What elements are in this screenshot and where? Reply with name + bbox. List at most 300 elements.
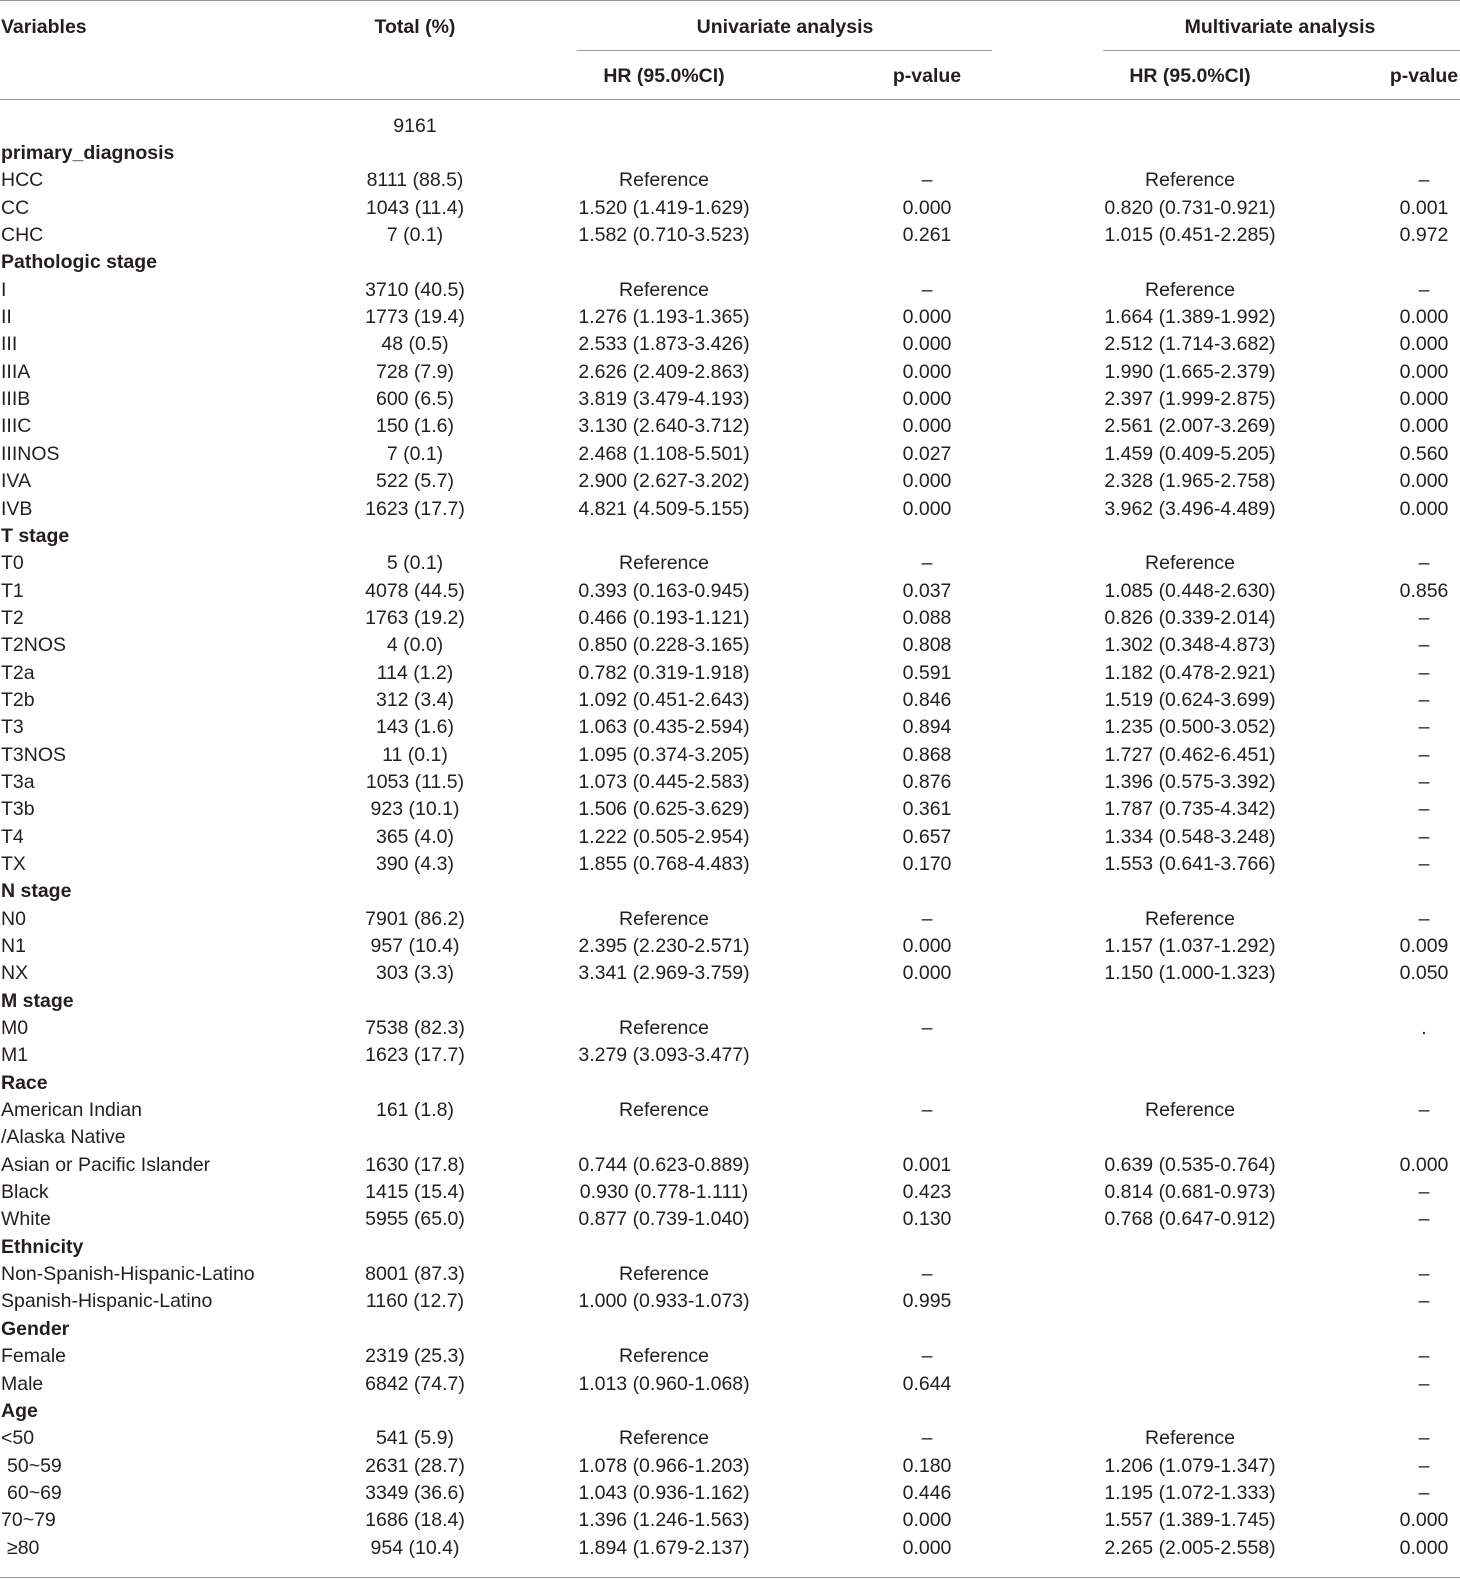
multivariate-p-cell: – <box>1418 1263 1430 1286</box>
total-cell: 1630 (17.8) <box>365 1153 465 1176</box>
univariate-hr-cell: 1.013 (0.960-1.068) <box>578 1372 750 1395</box>
table-row <box>0 167 1460 194</box>
total-cell: 5955 (65.0) <box>365 1208 465 1231</box>
variable-cell: Male <box>1 1372 44 1395</box>
multivariate-p-cell: – <box>1418 661 1430 684</box>
table-row <box>0 960 1460 987</box>
univariate-p-cell: 0.037 <box>902 579 952 602</box>
variable-cell: T1 <box>1 579 24 602</box>
header-uni-p: p-value <box>892 65 962 87</box>
univariate-hr-cell: Reference <box>619 1263 709 1286</box>
univariate-hr-cell: 2.395 (2.230-2.571) <box>578 935 750 957</box>
total-cell: 1623 (17.7) <box>365 1044 465 1067</box>
univariate-hr-cell: Reference <box>619 1017 709 1040</box>
table-row <box>0 113 1460 140</box>
univariate-hr-cell: 3.819 (3.479-4.193) <box>578 388 750 411</box>
multivariate-hr-cell: Reference <box>1145 1099 1235 1122</box>
univariate-hr-cell: 3.130 (2.640-3.712) <box>578 415 750 438</box>
variable-cell: White <box>1 1208 51 1231</box>
multivariate-p-cell: – <box>1418 1427 1430 1450</box>
univariate-p-cell: – <box>921 1263 933 1286</box>
univariate-p-cell: – <box>921 1017 933 1040</box>
variable-cell: CC <box>1 196 30 219</box>
variable-cell: <50 <box>1 1427 35 1450</box>
top-rule <box>0 0 1460 1</box>
section-label: N stage <box>1 880 72 903</box>
univariate-p-cell: 0.995 <box>902 1290 952 1313</box>
univariate-p-cell: – <box>921 169 933 192</box>
univariate-hr-cell: 1.043 (0.936-1.162) <box>578 1481 750 1504</box>
univariate-hr-cell: 0.850 (0.228-3.165) <box>578 634 750 657</box>
univariate-p-cell: 0.027 <box>902 442 952 465</box>
section-label: Age <box>1 1399 38 1422</box>
multivariate-hr-cell: 1.195 (1.072-1.333) <box>1104 1481 1276 1504</box>
table-row <box>0 1371 1460 1398</box>
total-cell: 48 (0.5) <box>381 333 449 356</box>
section-header-row <box>0 1316 1460 1343</box>
variable-cell: T2NOS <box>1 634 67 657</box>
table-row <box>0 632 1460 659</box>
multivariate-p-cell: – <box>1418 278 1430 301</box>
table-row <box>0 1261 1460 1288</box>
table-row <box>0 386 1460 413</box>
multivariate-hr-cell: 1.787 (0.735-4.342) <box>1104 798 1276 821</box>
table-row <box>0 550 1460 577</box>
table-row <box>0 304 1460 331</box>
univariate-p-cell: 0.894 <box>902 716 952 739</box>
univariate-p-cell: 0.876 <box>902 770 952 793</box>
variable-cell: IIINOS <box>1 442 60 465</box>
multivariate-hr-cell: 1.334 (0.548-3.248) <box>1104 825 1276 848</box>
table-row <box>0 687 1460 714</box>
section-header-row <box>0 988 1460 1015</box>
variable-cell: T2a <box>1 661 35 684</box>
multivariate-p-cell: – <box>1418 1099 1430 1122</box>
total-cell: 7538 (82.3) <box>365 1017 465 1040</box>
univariate-p-cell: – <box>921 907 933 930</box>
multivariate-hr-cell: 1.235 (0.500-3.052) <box>1104 716 1276 739</box>
multivariate-hr-cell: Reference <box>1145 907 1235 930</box>
multivariate-p-cell: 0.000 <box>1399 1153 1449 1176</box>
section-label: Ethnicity <box>1 1235 84 1258</box>
total-cell: 7901 (86.2) <box>365 907 465 930</box>
table-row <box>0 1480 1460 1507</box>
multivariate-hr-cell: 0.826 (0.339-2.014) <box>1104 606 1276 629</box>
univariate-hr-cell: 2.900 (2.627-3.202) <box>578 470 750 493</box>
multivariate-hr-cell: 1.157 (1.037-1.292) <box>1104 935 1276 957</box>
univariate-hr-cell: 1.095 (0.374-3.205) <box>578 743 750 766</box>
univariate-hr-cell: 1.222 (0.505-2.954) <box>578 825 750 848</box>
univariate-p-cell: – <box>921 552 933 575</box>
univariate-p-cell: 0.000 <box>902 470 952 493</box>
univariate-hr-cell: 4.821 (4.509-5.155) <box>578 497 750 520</box>
section-label: Race <box>1 1071 48 1094</box>
univariate-hr-cell: 0.930 (0.778-1.111) <box>579 1181 749 1204</box>
univariate-hr-cell: 2.468 (1.108-5.501) <box>578 442 750 465</box>
multivariate-hr-cell: 1.396 (0.575-3.392) <box>1104 770 1276 793</box>
total-cell: 390 (4.3) <box>375 852 455 875</box>
table-row <box>0 468 1460 495</box>
multivariate-hr-cell: Reference <box>1145 169 1235 192</box>
multivariate-rule <box>1103 50 1460 51</box>
univariate-hr-cell: Reference <box>619 169 709 192</box>
total-cell: 4 (0.0) <box>386 634 444 657</box>
multivariate-hr-cell: Reference <box>1145 278 1235 301</box>
variable-cell: T0 <box>1 552 24 575</box>
univariate-p-cell: 0.000 <box>902 962 952 985</box>
total-cell: 1773 (19.4) <box>365 306 465 329</box>
multivariate-hr-cell: 2.328 (1.965-2.758) <box>1104 470 1276 493</box>
univariate-p-cell: 0.000 <box>902 935 952 957</box>
multivariate-p-cell: – <box>1418 716 1430 739</box>
variable-cell: IVB <box>1 497 33 520</box>
univariate-hr-cell: Reference <box>619 1427 709 1450</box>
table-body <box>0 113 1460 1562</box>
univariate-p-cell: 0.657 <box>902 825 952 848</box>
table-row <box>0 578 1460 605</box>
multivariate-hr-cell: 1.557 (1.389-1.745) <box>1104 1509 1276 1532</box>
univariate-hr-cell: 2.533 (1.873-3.426) <box>578 333 750 356</box>
variable-cell: 50~59 <box>7 1454 62 1477</box>
multivariate-p-cell: 0.972 <box>1399 224 1449 247</box>
table-row <box>0 1507 1460 1534</box>
total-cell: 6842 (74.7) <box>365 1372 465 1395</box>
multivariate-p-cell: 0.009 <box>1399 935 1449 957</box>
total-cell: 7 (0.1) <box>386 224 444 247</box>
table-row <box>0 1288 1460 1315</box>
multivariate-p-cell: – <box>1418 1481 1430 1504</box>
univariate-p-cell: 0.000 <box>902 1509 952 1532</box>
multivariate-p-cell: 0.560 <box>1399 442 1449 465</box>
header-multi-hr: HR (95.0%CI) <box>1129 65 1251 87</box>
univariate-p-cell: 0.261 <box>902 224 952 247</box>
table-row <box>0 1535 1460 1562</box>
total-cell: 3349 (36.6) <box>365 1481 465 1504</box>
table-row <box>0 1124 1460 1151</box>
variable-cell: TX <box>1 852 26 875</box>
multivariate-hr-cell: 2.397 (1.999-2.875) <box>1104 388 1276 411</box>
table-row <box>0 1042 1460 1069</box>
univariate-hr-cell: 1.063 (0.435-2.594) <box>578 716 750 739</box>
multivariate-p-cell: – <box>1418 852 1430 875</box>
multivariate-p-cell: 0.856 <box>1399 579 1449 602</box>
multivariate-p-cell: – <box>1418 606 1430 629</box>
univariate-hr-cell: 1.073 (0.445-2.583) <box>578 770 750 793</box>
multivariate-hr-cell: 1.302 (0.348-4.873) <box>1104 634 1276 657</box>
table-row <box>0 331 1460 358</box>
multivariate-hr-cell: 1.519 (0.624-3.699) <box>1104 688 1276 711</box>
variable-cell: /Alaska Native <box>1 1126 126 1149</box>
total-cell: 541 (5.9) <box>375 1427 455 1450</box>
section-header-row <box>0 523 1460 550</box>
table-row <box>0 906 1460 933</box>
section-label: Gender <box>1 1317 70 1340</box>
table-row <box>0 359 1460 386</box>
multivariate-p-cell: – <box>1418 1454 1430 1477</box>
multivariate-p-cell: . <box>1421 1017 1427 1040</box>
multivariate-p-cell: 0.001 <box>1399 196 1449 219</box>
univariate-p-cell: – <box>921 1427 933 1450</box>
univariate-p-cell: 0.000 <box>902 388 952 411</box>
univariate-hr-cell: Reference <box>619 278 709 301</box>
variable-cell: IIIA <box>1 360 31 383</box>
univariate-hr-cell: 1.000 (0.933-1.073) <box>578 1290 750 1313</box>
section-header-row <box>0 1398 1460 1425</box>
section-label: Pathologic stage <box>1 251 158 274</box>
variable-cell: NX <box>1 962 29 985</box>
total-cell: 7 (0.1) <box>386 442 444 465</box>
table-row <box>0 824 1460 851</box>
table-row <box>0 714 1460 741</box>
variable-cell: T3NOS <box>1 743 67 766</box>
multivariate-p-cell: 0.000 <box>1399 388 1449 411</box>
multivariate-p-cell: 0.000 <box>1399 1536 1449 1559</box>
total-cell: 522 (5.7) <box>375 470 455 493</box>
variable-cell: American Indian <box>1 1099 142 1122</box>
univariate-hr-cell: 0.782 (0.319-1.918) <box>578 661 750 684</box>
variable-cell: T2b <box>1 688 35 711</box>
table-row <box>0 195 1460 222</box>
table-row <box>0 413 1460 440</box>
variable-cell: M0 <box>1 1017 29 1040</box>
table-row <box>0 660 1460 687</box>
multivariate-p-cell: – <box>1418 1208 1430 1231</box>
total-cell: 957 (10.4) <box>370 935 460 957</box>
multivariate-p-cell: – <box>1418 634 1430 657</box>
table-row <box>0 1425 1460 1452</box>
univariate-hr-cell: 1.506 (0.625-3.629) <box>578 798 750 821</box>
section-header-row <box>0 1234 1460 1261</box>
multivariate-p-cell: – <box>1418 770 1430 793</box>
multivariate-p-cell: – <box>1418 688 1430 711</box>
univariate-hr-cell: 1.520 (1.419-1.629) <box>578 196 750 219</box>
univariate-rule <box>577 50 992 51</box>
table-row <box>0 605 1460 632</box>
header-multi-p: p-value <box>1389 65 1459 87</box>
univariate-hr-cell: 1.894 (1.679-2.137) <box>578 1536 750 1559</box>
total-cell: 4078 (44.5) <box>365 579 465 602</box>
header-variables: Variables <box>1 16 87 38</box>
table-row <box>0 769 1460 796</box>
univariate-p-cell: 0.644 <box>902 1372 952 1395</box>
total-cell: 1160 (12.7) <box>365 1290 465 1313</box>
section-header-row <box>0 878 1460 905</box>
total-cell: 2319 (25.3) <box>365 1345 465 1368</box>
variable-cell: HCC <box>1 169 44 192</box>
variable-cell: Black <box>1 1181 49 1204</box>
variable-cell: T4 <box>1 825 24 848</box>
multivariate-hr-cell: 1.182 (0.478-2.921) <box>1104 661 1276 684</box>
table-row <box>0 742 1460 769</box>
variable-cell: T2 <box>1 606 24 629</box>
multivariate-p-cell: – <box>1418 1345 1430 1368</box>
multivariate-hr-cell: 3.962 (3.496-4.489) <box>1104 497 1276 520</box>
univariate-p-cell: 0.130 <box>902 1208 952 1231</box>
table-row <box>0 1179 1460 1206</box>
variable-cell: N0 <box>1 907 26 930</box>
multivariate-hr-cell: 0.814 (0.681-0.973) <box>1104 1181 1276 1204</box>
variable-cell: CHC <box>1 224 44 247</box>
univariate-p-cell: – <box>921 278 933 301</box>
total-cell: 600 (6.5) <box>375 388 455 411</box>
multivariate-hr-cell: 1.553 (0.641-3.766) <box>1104 852 1276 875</box>
univariate-hr-cell: 0.877 (0.739-1.040) <box>578 1208 750 1231</box>
variable-cell: IVA <box>1 470 31 493</box>
variable-cell: IIIB <box>1 388 31 411</box>
table-row <box>0 222 1460 249</box>
multivariate-hr-cell: Reference <box>1145 1427 1235 1450</box>
univariate-hr-cell: 3.341 (2.969-3.759) <box>578 962 750 985</box>
total-cell: 728 (7.9) <box>375 360 455 383</box>
total-cell: 365 (4.0) <box>375 825 455 848</box>
total-cell: 1415 (15.4) <box>365 1181 465 1204</box>
univariate-hr-cell: 1.855 (0.768-4.483) <box>578 852 750 875</box>
multivariate-hr-cell: 1.015 (0.451-2.285) <box>1104 224 1276 247</box>
total-cell: 1043 (11.4) <box>365 196 465 219</box>
bottom-rule <box>0 1577 1460 1578</box>
table-row <box>0 1343 1460 1370</box>
univariate-p-cell: 0.361 <box>902 798 952 821</box>
multivariate-hr-cell: 1.459 (0.409-5.205) <box>1104 442 1276 465</box>
multivariate-hr-cell: 2.265 (2.005-2.558) <box>1104 1536 1276 1559</box>
total-cell: 1763 (19.2) <box>365 606 465 629</box>
multivariate-p-cell: – <box>1418 1181 1430 1204</box>
header-uni-hr: HR (95.0%CI) <box>603 65 725 87</box>
univariate-p-cell: 0.000 <box>902 306 952 329</box>
section-label: M stage <box>1 989 74 1012</box>
total-cell: 9161 <box>393 114 437 137</box>
univariate-p-cell: 0.000 <box>902 360 952 383</box>
multivariate-hr-cell: 1.206 (1.079-1.347) <box>1104 1454 1276 1477</box>
multivariate-hr-cell: 2.561 (2.007-3.269) <box>1104 415 1276 438</box>
univariate-hr-cell: 1.078 (0.966-1.203) <box>578 1454 750 1477</box>
univariate-hr-cell: 1.396 (1.246-1.563) <box>578 1509 750 1532</box>
variable-cell: Asian or Pacific Islander <box>1 1153 211 1176</box>
table-row <box>0 1453 1460 1480</box>
total-cell: 8001 (87.3) <box>365 1263 465 1286</box>
variable-cell: M1 <box>1 1044 29 1067</box>
univariate-hr-cell: 0.393 (0.163-0.945) <box>578 579 750 602</box>
variable-cell: T3a <box>1 770 35 793</box>
univariate-hr-cell: 1.276 (1.193-1.365) <box>578 306 750 329</box>
multivariate-p-cell: 0.000 <box>1399 497 1449 520</box>
univariate-p-cell: 0.000 <box>902 497 952 520</box>
multivariate-p-cell: – <box>1418 798 1430 821</box>
variable-cell: 70~79 <box>1 1509 56 1532</box>
univariate-p-cell: 0.000 <box>902 333 952 356</box>
variable-cell: N1 <box>1 935 26 957</box>
variable-cell: Spanish-Hispanic-Latino <box>1 1290 213 1313</box>
univariate-hr-cell: 1.092 (0.451-2.643) <box>578 688 750 711</box>
variable-cell: T3 <box>1 716 24 739</box>
total-cell: 1053 (11.5) <box>365 770 465 793</box>
multivariate-p-cell: 0.050 <box>1399 962 1449 985</box>
univariate-hr-cell: 0.744 (0.623-0.889) <box>578 1153 750 1176</box>
variable-cell: T3b <box>1 798 35 821</box>
total-cell: 150 (1.6) <box>375 415 455 438</box>
multivariate-p-cell: – <box>1418 743 1430 766</box>
univariate-p-cell: – <box>921 1099 933 1122</box>
total-cell: 1623 (17.7) <box>365 497 465 520</box>
multivariate-p-cell: – <box>1418 825 1430 848</box>
univariate-p-cell: 0.000 <box>902 196 952 219</box>
table-row <box>0 496 1460 523</box>
total-cell: 161 (1.8) <box>375 1099 455 1122</box>
univariate-p-cell: 0.088 <box>902 606 952 629</box>
table-row <box>0 796 1460 823</box>
univariate-hr-cell: 0.466 (0.193-1.121) <box>578 606 750 629</box>
univariate-p-cell: 0.170 <box>902 852 952 875</box>
multivariate-hr-cell: 1.085 (0.448-2.630) <box>1104 579 1276 602</box>
univariate-hr-cell: 2.626 (2.409-2.863) <box>578 360 750 383</box>
variable-cell: ≥80 <box>7 1536 40 1559</box>
section-header-row <box>0 249 1460 276</box>
multivariate-p-cell: – <box>1418 552 1430 575</box>
variable-cell: I <box>1 278 7 301</box>
total-cell: 5 (0.1) <box>386 552 444 575</box>
variable-cell: Non-Spanish-Hispanic-Latino <box>1 1263 255 1286</box>
multivariate-p-cell: 0.000 <box>1399 333 1449 356</box>
total-cell: 143 (1.6) <box>375 716 455 739</box>
univariate-hr-cell: Reference <box>619 1345 709 1368</box>
univariate-p-cell: 0.001 <box>902 1153 952 1176</box>
univariate-p-cell: 0.446 <box>902 1481 952 1504</box>
multivariate-p-cell: 0.000 <box>1399 415 1449 438</box>
total-cell: 923 (10.1) <box>370 798 460 821</box>
table-row <box>0 1206 1460 1233</box>
multivariate-hr-cell: 1.990 (1.665-2.379) <box>1104 360 1276 383</box>
multivariate-hr-cell: 0.820 (0.731-0.921) <box>1104 196 1276 219</box>
univariate-p-cell: 0.180 <box>902 1454 952 1477</box>
section-header-row <box>0 140 1460 167</box>
univariate-hr-cell: 3.279 (3.093-3.477) <box>578 1044 750 1067</box>
multivariate-hr-cell: 1.727 (0.462-6.451) <box>1104 743 1276 766</box>
total-cell: 3710 (40.5) <box>365 278 465 301</box>
univariate-p-cell: 0.808 <box>902 634 952 657</box>
univariate-p-cell: 0.000 <box>902 415 952 438</box>
header-rule <box>0 99 1460 100</box>
table-row <box>0 933 1460 960</box>
multivariate-p-cell: – <box>1418 1372 1430 1395</box>
section-label: primary_diagnosis <box>1 142 175 165</box>
table-row <box>0 441 1460 468</box>
table-row <box>0 1152 1460 1179</box>
total-cell: 312 (3.4) <box>375 688 455 711</box>
table-row <box>0 1097 1460 1124</box>
total-cell: 114 (1.2) <box>376 661 454 684</box>
univariate-p-cell: 0.846 <box>902 688 952 711</box>
univariate-hr-cell: Reference <box>619 1099 709 1122</box>
header-multivariate: Multivariate analysis <box>1184 16 1376 38</box>
variable-cell: Female <box>1 1345 67 1368</box>
multivariate-p-cell: 0.000 <box>1399 306 1449 329</box>
univariate-hr-cell: Reference <box>619 552 709 575</box>
multivariate-hr-cell: 2.512 (1.714-3.682) <box>1104 333 1276 356</box>
variable-cell: III <box>1 333 18 356</box>
univariate-p-cell: 0.000 <box>902 1536 952 1559</box>
univariate-hr-cell: Reference <box>619 907 709 930</box>
multivariate-p-cell: – <box>1418 169 1430 192</box>
section-header-row <box>0 1070 1460 1097</box>
multivariate-p-cell: – <box>1418 1290 1430 1313</box>
table-row <box>0 277 1460 304</box>
header-univariate: Univariate analysis <box>696 16 874 38</box>
total-cell: 8111 (88.5) <box>366 169 464 192</box>
variable-cell: 60~69 <box>7 1481 62 1504</box>
section-label: T stage <box>1 524 70 547</box>
table-row <box>0 851 1460 878</box>
univariate-hr-cell: 1.582 (0.710-3.523) <box>578 224 750 247</box>
